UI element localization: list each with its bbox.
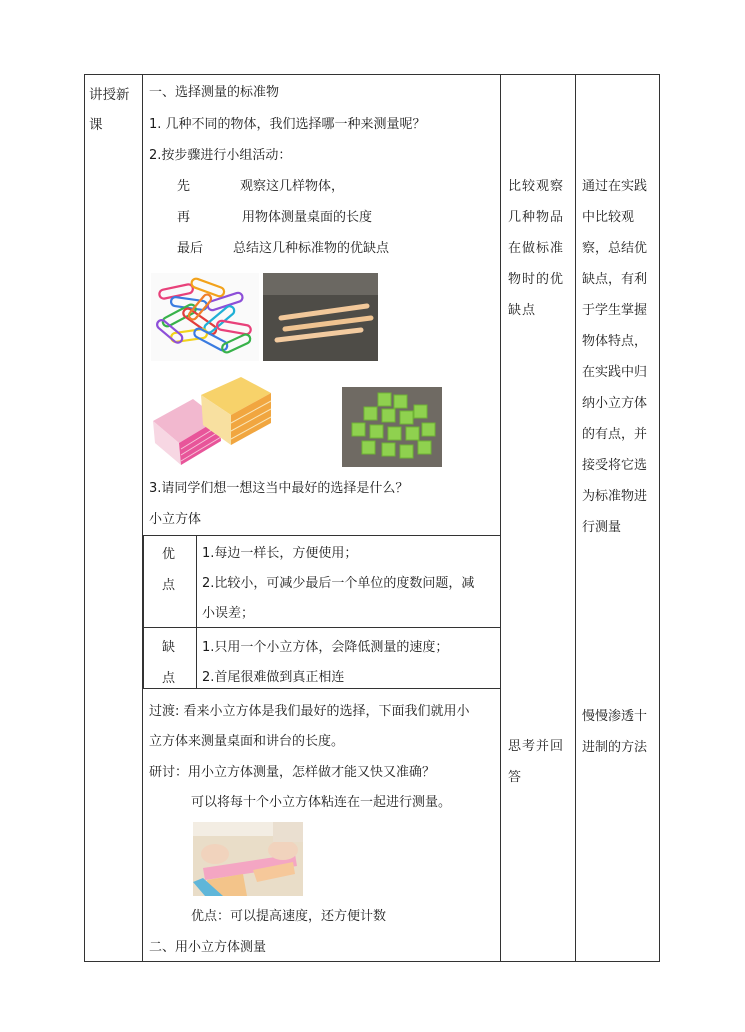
question-2: 2.按步骤进行小组活动： bbox=[149, 148, 292, 163]
step-word-first: 先 bbox=[177, 179, 191, 194]
section-label: 讲授新课 bbox=[89, 87, 130, 133]
cons-label: 缺点 bbox=[162, 640, 176, 686]
column-divider-1 bbox=[142, 75, 143, 961]
lesson-table bbox=[84, 74, 660, 962]
pros-item-2: 2.比较小，可减少最后一个单位的度数问题，减 bbox=[202, 576, 475, 591]
hands-measuring-photo bbox=[193, 822, 303, 896]
answer-small-cube: 小立方体 bbox=[149, 512, 202, 527]
step-desc-last: 总结这几种标准物的优缺点 bbox=[233, 241, 390, 256]
question-3: 3.请同学们想一想这当中最好的选择是什么？ bbox=[149, 481, 409, 496]
measurement-method: 可以将每十个小立方体粘连在一起进行测量。 bbox=[191, 795, 452, 810]
inner-column-divider bbox=[196, 536, 197, 688]
wooden-sticks-photo bbox=[263, 273, 378, 361]
heading-measure-with-cubes: 二、用小立方体测量 bbox=[149, 940, 267, 955]
transition-line-1: 过渡: 看来小立方体是我们最好的选择，下面我们就用小 bbox=[149, 704, 470, 719]
student-activity-note-2: 思考并回答 bbox=[508, 739, 565, 785]
column-divider-2 bbox=[500, 75, 501, 961]
pros-cons-table bbox=[143, 535, 501, 689]
step-word-last: 最后 bbox=[177, 241, 204, 256]
sticky-note-blocks-photo bbox=[151, 375, 275, 467]
heading-select-standard: 一、选择测量的标准物 bbox=[149, 85, 280, 100]
step-desc-then: 用物体测量桌面的长度 bbox=[242, 210, 373, 225]
small-cubes-photo bbox=[342, 387, 442, 467]
inner-row-divider bbox=[144, 627, 500, 628]
step-desc-first: 观察这几样物体， bbox=[240, 179, 345, 194]
transition-line-2: 立方体来测量桌面和讲台的长度。 bbox=[149, 734, 345, 749]
cons-item-2: 2.首尾很难做到真正相连 bbox=[202, 670, 345, 685]
design-intent-note-1: 通过在实践中比较观察，总结优缺点，有利于学生掌握物体特点，在实践中归纳小立方体的有点，并接受将它选为标准物进行测量 bbox=[582, 179, 648, 535]
design-intent-note-2: 慢慢渗透十进制的方法 bbox=[582, 709, 648, 755]
pros-item-2-cont: 小误差； bbox=[202, 606, 255, 621]
column-divider-3 bbox=[575, 75, 576, 961]
method-advantage: 优点：可以提高速度，还方便计数 bbox=[191, 909, 387, 924]
pros-label: 优点 bbox=[162, 547, 176, 593]
step-word-then: 再 bbox=[177, 210, 191, 225]
cons-item-1: 1.只用一个小立方体，会降低测量的速度； bbox=[202, 640, 449, 655]
question-1: 1. 几种不同的物体，我们选择哪一种来测量呢？ bbox=[149, 117, 426, 132]
paper-clips-photo bbox=[151, 273, 259, 361]
discussion-question: 研讨：用小立方体测量，怎样做才能又快又准确？ bbox=[149, 765, 436, 780]
student-activity-note-1: 比较观察几种物品在做标准物时的优缺点 bbox=[508, 179, 565, 318]
pros-item-1: 1.每边一样长，方便使用； bbox=[202, 546, 358, 561]
